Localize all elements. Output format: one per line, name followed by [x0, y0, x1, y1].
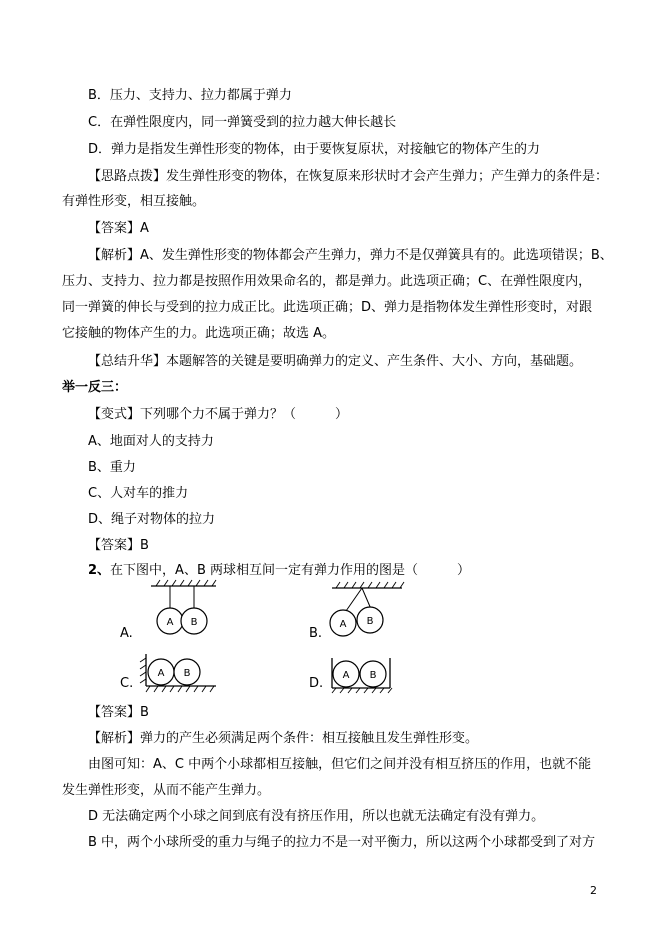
page-number: 2	[590, 884, 597, 897]
question-number: 2、	[88, 563, 111, 578]
ball-b-label: B	[369, 670, 377, 681]
section-heading: 举一反三：	[62, 380, 128, 395]
variant-option-a: A、地面对人的支持力	[88, 434, 214, 449]
ball-b-label: B	[183, 668, 191, 679]
analysis2-line-1: 【解析】弹力的产生必须满足两个条件：相互接触且发生弹性形变。	[88, 731, 479, 746]
ball-b-label: B	[190, 617, 198, 628]
ball-a-label: A	[157, 668, 165, 679]
option-b: B．压力、支持力、拉力都属于弹力	[88, 88, 292, 103]
figure-a	[136, 578, 226, 648]
option-c: C．在弹性限度内，同一弹簧受到的拉力越大伸长越长	[88, 115, 397, 130]
analysis2-line-3: 发生弹性形变，从而不能产生弹力。	[62, 783, 271, 798]
figure-a-label: A.	[120, 626, 133, 641]
analysis2-line-5: B 中，两个小球所受的重力与绳子的拉力不是一对平衡力，所以这两个小球都受到了对方	[88, 835, 596, 850]
answer-2: 【答案】B	[88, 538, 149, 553]
figure-c	[136, 652, 226, 694]
variant-option-b: B、重力	[88, 460, 136, 475]
ball-a-label: A	[166, 617, 174, 628]
figure-d-label: D.	[309, 676, 324, 691]
hint-line-1: 【思路点拨】发生弹性形变的物体，在恢复原来形状时才会产生弹力；产生弹力的条件是：	[88, 169, 609, 184]
analysis-line-4: 它接触的物体产生的力。此选项正确；故选 A。	[62, 326, 336, 341]
ball-a-label: A	[339, 619, 347, 630]
variant-question: 【变式】下列哪个力不属于弹力？（ ）	[88, 407, 349, 422]
variant-option-c: C、人对车的推力	[88, 486, 189, 501]
answer-1: 【答案】A	[88, 221, 149, 236]
question-2-text: 在下图中，A、B 两球相互间一定有弹力作用的图是（ ）	[110, 563, 470, 578]
variant-option-d: D、绳子对物体的拉力	[88, 512, 216, 527]
figure-c-label: C.	[120, 676, 134, 691]
analysis-line-3: 同一弹簧的伸长与受到的拉力成正比。此选项正确；D、弹力是指物体发生弹性形变时，对跟	[62, 300, 593, 315]
hint-line-2: 有弹性形变，相互接触。	[62, 194, 206, 209]
analysis2-line-2: 由图可知：A、C 中两个小球都相互接触，但它们之间并没有相互挤压的作用，也就不能	[88, 757, 592, 772]
ball-a-label: A	[342, 670, 350, 681]
ball-b-label: B	[366, 616, 374, 627]
answer-3: 【答案】B	[88, 705, 149, 720]
question-2	[88, 559, 470, 578]
figure-d	[328, 652, 398, 694]
analysis-line-1: 【解析】A、发生弹性形变的物体都会产生弹力，弹力不是仅弹簧具有的。此选项错误；B、	[88, 248, 613, 263]
figure-b-label: B.	[309, 626, 323, 641]
option-d: D．弹力是指发生弹性形变的物体，由于要恢复原状，对接触它的物体产生的力	[88, 142, 541, 157]
summary: 【总结升华】本题解答的关键是要明确弹力的定义、产生条件、大小、方向，基础题。	[88, 354, 583, 369]
analysis-line-2: 压力、支持力、拉力都是按照作用效果命名的，都是弹力。此选项正确；C、在弹性限度内，	[62, 274, 592, 289]
figure-b	[322, 578, 412, 648]
analysis2-line-4: D 无法确定两个小球之间到底有没有挤压作用，所以也就无法确定有没有弹力。	[88, 809, 545, 824]
